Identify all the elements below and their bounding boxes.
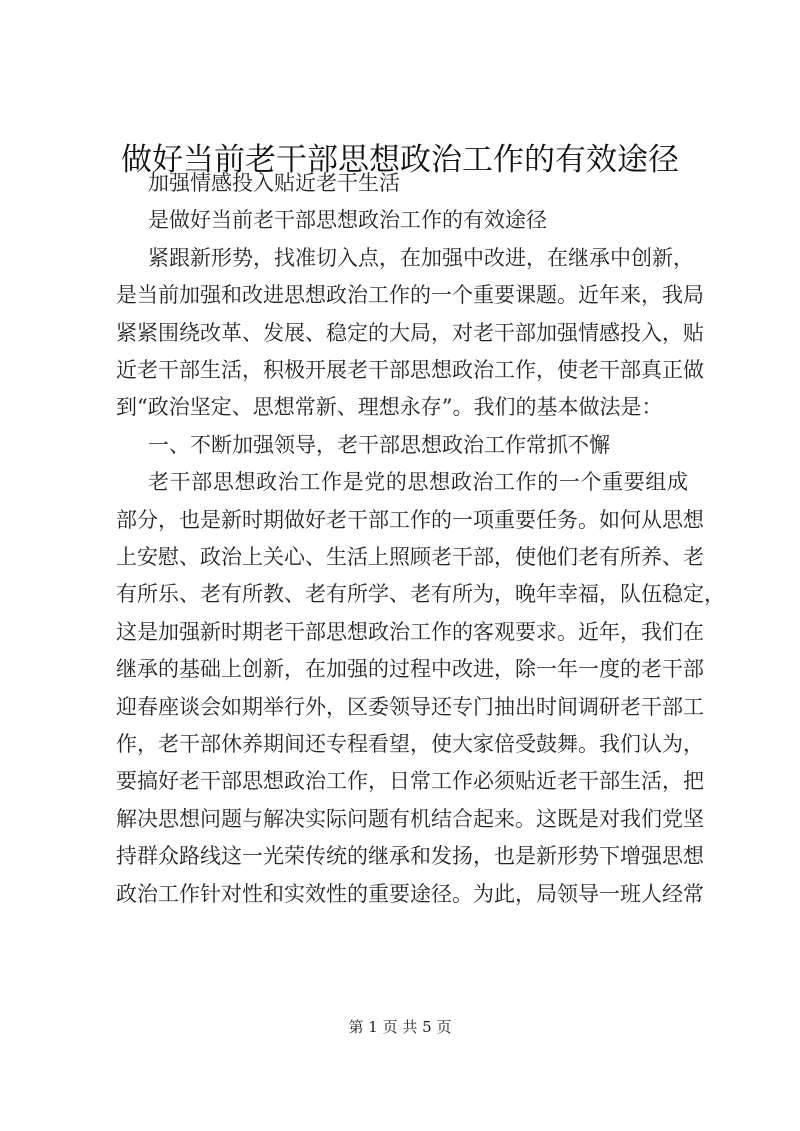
text-line: 一、不断加强领导，老干部思想政治工作常抓不懈 [148,432,610,457]
text-line: 继承的基础上创新，在加强的过程中改进，除一年一度的老干部 [116,657,704,682]
text-line: 近老干部生活，积极开展老干部思想政治工作，使老干部真正做 [116,358,704,382]
text-line: 政治工作针对性和实效性的重要途径。为此，局领导一班人经常 [116,881,704,906]
text-line: 紧跟新形势，找准切入点，在加强中改进，在继承中创新， [148,245,694,270]
text-line: 紧紧围绕改革、发展、稳定的大局，对老干部加强情感投入，贴 [116,320,704,345]
text-line: 到“政治坚定、思想常新、理想永存”。我们的基本做法是： [116,395,663,420]
text-line: 这是加强新时期老干部思想政治工作的客观要求。近年，我们在 [116,619,704,644]
text-line: 是当前加强和改进思想政治工作的一个重要课题。近年来，我局 [116,283,704,308]
text-line: 作，老干部休养期间还专程看望，使大家倍受鼓舞。我们认为， [116,732,704,756]
page-number-footer: 第 1 页 共 5 页 [348,1018,452,1036]
text-line: 持群众路线这一光荣传统的继承和发扬，也是新形势下增强思想 [116,844,704,869]
document-title: 做好当前老干部思想政治工作的有效途径 [121,142,679,178]
text-line: 加强情感投入贴近老干生活 [148,171,400,195]
text-line: 要搞好老干部思想政治工作，日常工作必须贴近老干部生活，把 [116,769,704,794]
text-line: 部分，也是新时期做好老干部工作的一项重要任务。如何从思想 [116,507,704,532]
text-line: 解决思想问题与解决实际问题有机结合起来。这既是对我们党坚 [116,806,704,831]
text-line: 是做好当前老干部思想政治工作的有效途径 [148,208,547,233]
text-line: 有所乐、老有所教、老有所学、老有所为，晚年幸福，队伍稳定， [116,582,725,607]
text-line: 老干部思想政治工作是党的思想政治工作的一个重要组成 [148,470,688,495]
text-line: 上安慰、政治上关心、生活上照顾老干部，使他们老有所养、老 [116,545,704,569]
text-line: 迎春座谈会如期举行外，区委领导还专门抽出时间调研老干部工 [116,694,704,719]
